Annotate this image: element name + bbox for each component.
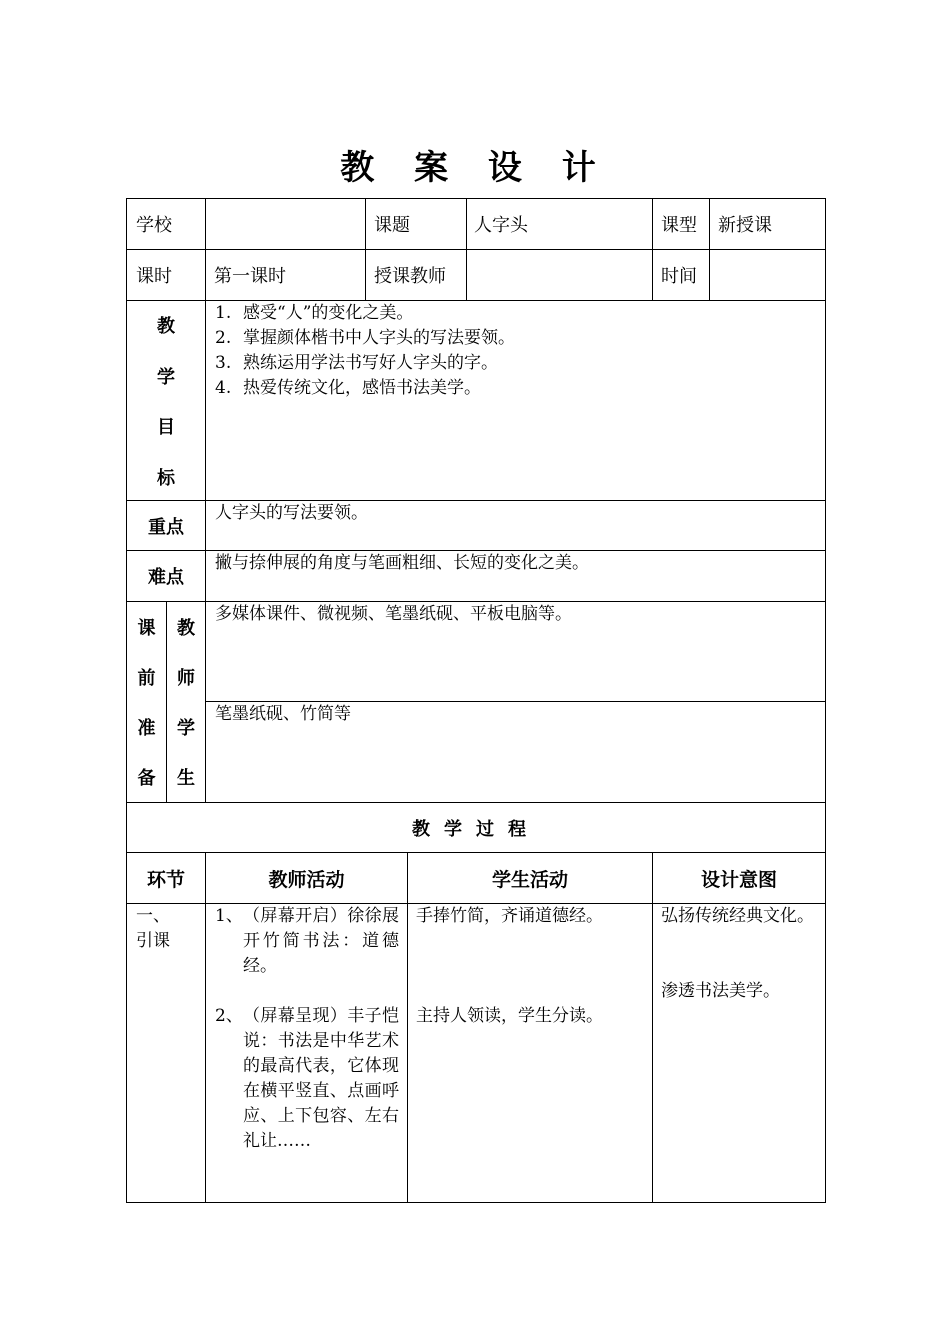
page-title — [0, 140, 950, 189]
time-value — [718, 250, 824, 300]
header-student: 学生活动 — [491, 868, 568, 891]
prep-label: 课 前 准 备 — [137, 618, 156, 789]
type-label: 课型 — [661, 215, 697, 236]
teacher-label: 授课教师 — [374, 266, 446, 287]
design-intents — [661, 904, 818, 1004]
school-label: 学校 — [136, 215, 172, 236]
key-point-text: 人字头的写法要领。 — [215, 503, 368, 523]
type-value: 新授课 — [718, 215, 772, 236]
prep-teacher-text: 多媒体课件、微视频、笔墨纸砚、平板电脑等。 — [215, 604, 572, 624]
goals-list — [215, 301, 820, 401]
design-intent: 渗透书法美学。 — [661, 981, 780, 1001]
goal-item: 2. 掌握颜体楷书中人字头的写法要领。 — [215, 328, 515, 348]
time-label: 时间 — [661, 266, 697, 287]
teacher-activity: 1、 （屏幕开启）徐徐展开竹简书法：道德经。 — [215, 906, 399, 976]
stage-text: 一、引课 — [136, 906, 170, 951]
topic-value: 人字头 — [474, 215, 528, 236]
school-value — [214, 199, 364, 249]
topic-label: 课题 — [374, 215, 410, 236]
header-intent: 设计意图 — [700, 868, 777, 891]
student-activities — [416, 904, 648, 1029]
process-title: 教 学 过 程 — [412, 818, 540, 840]
header-stage: 环节 — [146, 868, 185, 891]
student-activity: 主持人领读，学生分读。 — [416, 1006, 603, 1026]
title-char: 设 — [487, 148, 536, 188]
goal-item: 4. 热爱传统文化，感悟书法美学。 — [215, 378, 481, 398]
title-char: 计 — [561, 148, 610, 188]
difficulty-text: 撇与捺伸展的角度与笔画粗细、长短的变化之美。 — [215, 553, 589, 573]
title-char: 案 — [414, 148, 463, 188]
goal-item: 3. 熟练运用学法书写好人字头的字。 — [215, 353, 498, 373]
title-char: 教 — [340, 148, 389, 188]
teacher-value — [474, 250, 650, 300]
teacher-activity: 2、 （屏幕呈现）丰子恺说：书法是中华艺术的最高代表，它体现在横平竖直、点画呼应、上下包容、左右礼让…… — [215, 1006, 399, 1151]
prep-teacher-label: 教 师 — [177, 618, 195, 689]
goal-item: 1. 感受“人”的变化之美。 — [215, 303, 414, 323]
student-activity: 手捧竹简，齐诵道德经。 — [416, 906, 603, 926]
period-value: 第一课时 — [214, 266, 286, 287]
design-intent: 弘扬传统经典文化。 — [661, 906, 814, 926]
header-teacher: 教师活动 — [268, 868, 345, 891]
prep-student-label: 学 生 — [177, 718, 195, 789]
key-point-label: 重点 — [148, 516, 184, 538]
goals-label: 教 学 目 标 — [157, 316, 175, 489]
difficulty-label: 难点 — [148, 567, 184, 588]
teacher-activities — [215, 904, 399, 1154]
period-label: 课时 — [136, 266, 172, 287]
prep-student-text: 笔墨纸砚、竹简等 — [215, 704, 351, 724]
